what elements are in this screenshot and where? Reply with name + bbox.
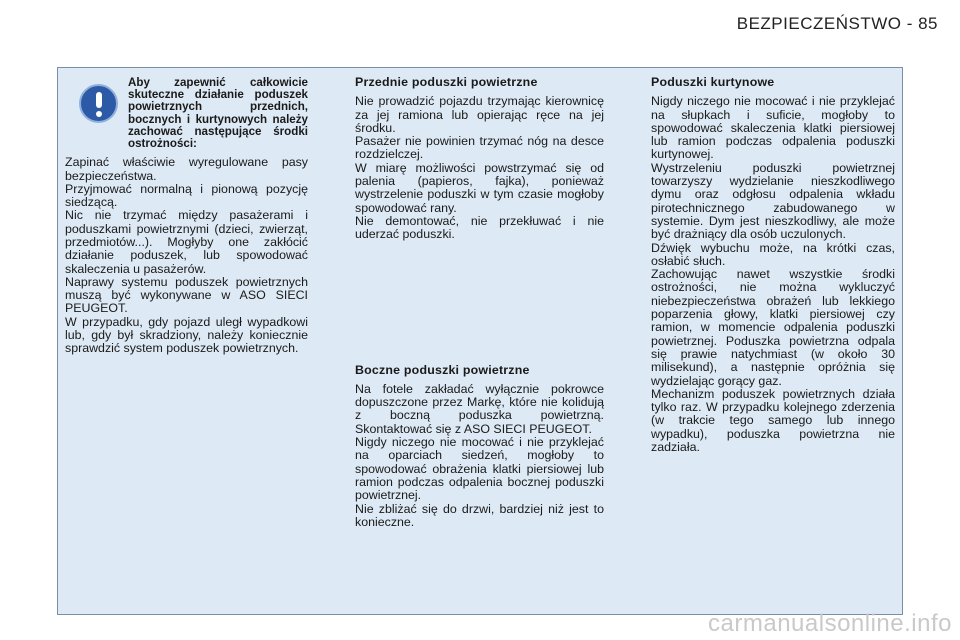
paragraph: Zachowując nawet wszystkie środki ostrożności, nie można wykluczyć niebezpieczeństwa obrażeń lub lekkiego poparzenia głowy, klatki piersiowej czy ramion, w momencie odpalenia poduszki powietrznej. Poduszka powietrzna odpala się prawie natychmiast (w około 30 milisekund), a następnie opróżnia się wydzielając gorący gaz. bbox=[651, 267, 895, 388]
paragraph: Na fotele zakładać wyłącznie pokrowce dopuszczone przez Markę, które nie kolidują z boczną poduszka powietrzną. Skontaktować się z ASO SIECI PEUGEOT. bbox=[355, 381, 604, 436]
paragraph: W miarę możliwości powstrzymać się od palenia (papieros, fajka), ponieważ wystrzelenie poduszki w tym czasie mogłoby spowodować rany. bbox=[355, 160, 604, 215]
warning-text: Aby zapewnić całkowicie skuteczne działanie poduszek powietrznych przednich, bocznych i kurtynowych należy zachować następujące środki ostrożności: bbox=[128, 76, 308, 151]
paragraph: Nic nie trzymać między pasażerami i poduszkami powietrznymi (dzieci, zwierząt, przedmiotów...). Mogłyby one zakłócić działanie poduszek, lub spowodować skaleczenia u pasażerów. bbox=[65, 208, 308, 276]
column-curtain bbox=[651, 76, 895, 454]
paragraph: Przyjmować normalną i pionową pozycję siedzącą. bbox=[65, 181, 308, 210]
paragraph: Dźwięk wybuchu może, na krótki czas, osłabić słuch. bbox=[651, 240, 895, 268]
section-heading-curtain: Poduszki kurtynowe bbox=[651, 75, 775, 89]
section-heading-side: Boczne poduszki powietrzne bbox=[355, 362, 530, 377]
paragraph: Naprawy systemu poduszek powietrznych muszą być wykonywane w ASO SIECI PEUGEOT. bbox=[65, 274, 308, 316]
watermark: carmanualsonline.info bbox=[708, 610, 952, 637]
content-panel bbox=[57, 67, 903, 615]
paragraph: Mechanizm poduszek powietrznych działa tylko raz. W przypadku kolejnego zderzenia (w trakcie tego samego lub innego wypadku), poduszka powietrzna nie zadziała. bbox=[651, 386, 895, 455]
paragraph: Nigdy niczego nie mocować i nie przyklejać na słupkach i suficie, mogłoby to spowodować skaleczenia klatki piersiowej lub ramion podczas odpalenia poduszki kurtynowej. bbox=[651, 94, 895, 162]
paragraph: Nie zbliżać się do drzwi, bardziej niż jest to konieczne. bbox=[355, 501, 604, 529]
side-section bbox=[355, 364, 604, 530]
paragraph: Pasażer nie powinien trzymać nóg na desce rozdzielczej. bbox=[355, 134, 604, 162]
paragraph: Zapinać właściwie wyregulowane pasy bezpieczeństwa. bbox=[65, 155, 308, 183]
warning-box bbox=[65, 76, 308, 150]
paragraph: Nigdy niczego nie mocować i nie przyklejać na oparciach siedzeń, mogłoby to spowodować obrażenia klatki piersiowej lub ramion podczas odpalenia bocznej poduszki powietrznej. bbox=[355, 435, 604, 503]
paragraph: W przypadku, gdy pojazd uległ wypadkowi lub, gdy był skradziony, należy koniecznie sprawdzić system poduszek powietrznych. bbox=[65, 314, 308, 356]
paragraph: Nie prowadzić pojazdu trzymając kierownicę za jej ramiona lub opierając ręce na jej środku. bbox=[355, 94, 604, 135]
paragraph: Nie demontować, nie przekłuwać i nie uderzać poduszki. bbox=[355, 213, 604, 242]
section-heading-front: Przednie poduszki powietrzne bbox=[355, 75, 538, 89]
paragraph: Wystrzeleniu poduszki powietrznej towarzyszy wydzielanie nieszkodliwego dymu oraz odgłosu odpalenia wkładu pirotechnicznego zabudowanego w systemie. Dym jest nieszkodliwy, ale może być drażniący dla osób uczulonych. bbox=[651, 160, 895, 242]
exclamation-icon bbox=[79, 84, 118, 123]
column-front-side bbox=[355, 76, 604, 529]
column-general bbox=[65, 76, 308, 356]
page-title: BEZPIECZEŃSTWO - 85 bbox=[736, 14, 938, 33]
